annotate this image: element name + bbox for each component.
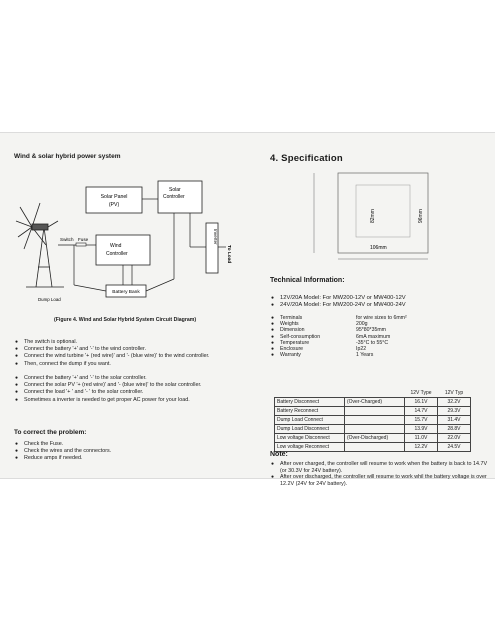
table-row: Battery Disconnect (Over-Charged) 16.1V 32.2V bbox=[275, 398, 471, 407]
spec-item: ● Enclosure Ip22 bbox=[270, 346, 407, 352]
to-load-label: To Load bbox=[226, 245, 231, 264]
list-item: ● After over discharged, the controller will resume to work whil the battery voltage is over 12.2V (24V for 24V battery). bbox=[270, 474, 495, 487]
switch-label: Switch bbox=[60, 237, 74, 242]
circuit-diagram bbox=[14, 167, 246, 315]
note-title: Note: bbox=[270, 451, 288, 458]
technical-info-title: Technical Information: bbox=[270, 277, 345, 284]
spec-item: ● Self-consumption 6mA maximum bbox=[270, 334, 407, 340]
model-list bbox=[270, 295, 406, 309]
dim-height2-label: 96mm bbox=[418, 209, 424, 223]
list-item: ● Sometimes a inverter is needed to get proper AC power for your load. bbox=[14, 397, 201, 404]
table-row: Low voltage Disconnect (Over-Discharged) 11.0V 22.0V bbox=[275, 434, 471, 443]
solar-panel-label: Solar Panel bbox=[100, 194, 128, 200]
list-item: ● Connect the solar PV '+ (red wire)' and '- (blue wire)' to the solar controller. bbox=[14, 382, 201, 389]
list-item: ● Connect the battery '+' and '-' to the wind controller. bbox=[14, 346, 210, 353]
troubleshooting-list bbox=[14, 441, 111, 463]
table-row: Battery Reconnect 14.7V 29.3V bbox=[275, 407, 471, 416]
dim-width-label: 106mm bbox=[370, 245, 387, 251]
section-title-specification: 4. Specification bbox=[270, 153, 343, 164]
section-title-hybrid: Wind & solar hybrid power system bbox=[14, 153, 121, 160]
fuse-label: Fuse bbox=[78, 237, 89, 242]
battery-bank-label: Battery Bank bbox=[112, 290, 140, 295]
troubleshooting-title: To correct the problem: bbox=[14, 429, 87, 436]
table-row: Dump Load Connect 15.7V 31.4V bbox=[275, 416, 471, 425]
table-row: Dump Load Disconnect 13.9V 28.8V bbox=[275, 425, 471, 434]
list-item: ● Then, connect the dump if you want. bbox=[14, 361, 210, 368]
list-item: ● The switch is optional. bbox=[14, 339, 210, 346]
voltage-table bbox=[274, 389, 471, 452]
wind-controller-box bbox=[96, 235, 150, 265]
solar-controller-label-2: Controller bbox=[163, 194, 185, 200]
table-header bbox=[275, 389, 471, 398]
list-item: ● After over charged, the controller will resume to work when the battery is back to 14.7V (or 30.3V for 24V battery). bbox=[270, 461, 495, 474]
list-item: ● 12V/20A Model: For MW200-12V or MW400-12V bbox=[270, 295, 406, 302]
spec-item: ● Warranty 1 Years bbox=[270, 352, 407, 358]
figure-caption: (Figure 4. Wind and Solar Hybrid System Circuit Diagram) bbox=[54, 317, 197, 323]
wind-controller-label-2: Controller bbox=[106, 251, 128, 257]
spec-item: ● Dimension 95*80*35mm bbox=[270, 327, 407, 333]
wind-instructions bbox=[14, 339, 210, 368]
list-item: ● Check the wires and the connectors. bbox=[14, 448, 111, 455]
inverter-label: Inverter bbox=[213, 229, 218, 245]
col-header-24v: 12V Typ bbox=[438, 389, 471, 398]
col-header-12v: 12V Type bbox=[405, 389, 438, 398]
list-item: ● Check the Fuse. bbox=[14, 441, 111, 448]
list-item: ● 24V/20A Model: For MW200-24V or MW400-24V bbox=[270, 302, 406, 309]
spec-list bbox=[270, 315, 407, 358]
list-item: ● Connect the load '+ ' and '- ' to the solar controller. bbox=[14, 389, 201, 396]
left-column bbox=[14, 153, 246, 462]
spec-item: ● Terminals for wire sizes to 6mm² bbox=[270, 315, 407, 321]
table-row: Low voltage Reconnect 12.2V 24.5V bbox=[275, 443, 471, 452]
dimension-drawing bbox=[304, 167, 444, 267]
spec-item: ● Weights 200g bbox=[270, 321, 407, 327]
spec-item: ● Temperature -35°C to 55°C bbox=[270, 340, 407, 346]
manual-page bbox=[0, 132, 495, 487]
solar-controller-label-1: Solar bbox=[169, 187, 181, 193]
list-item: ● Connect the battery '+' and '-' to the solar controller. bbox=[14, 375, 201, 382]
wind-controller-label-1: Wind bbox=[110, 243, 122, 249]
list-item: ● Reduce amps if needed. bbox=[14, 455, 111, 462]
fuse-icon bbox=[76, 243, 86, 246]
wind-turbine-icon bbox=[16, 203, 64, 287]
list-item: ● Connect the wind turbine '+ (red wire)' and '- (blue wire)' to the wind controller. bbox=[14, 353, 210, 360]
solar-instructions bbox=[14, 375, 201, 404]
pv-label: (PV) bbox=[108, 202, 120, 208]
dim-height-label: 82mm bbox=[370, 209, 376, 223]
dump-load-label: Dump Load bbox=[38, 297, 61, 302]
solar-panel-box bbox=[86, 187, 142, 213]
notes-list bbox=[270, 461, 495, 487]
